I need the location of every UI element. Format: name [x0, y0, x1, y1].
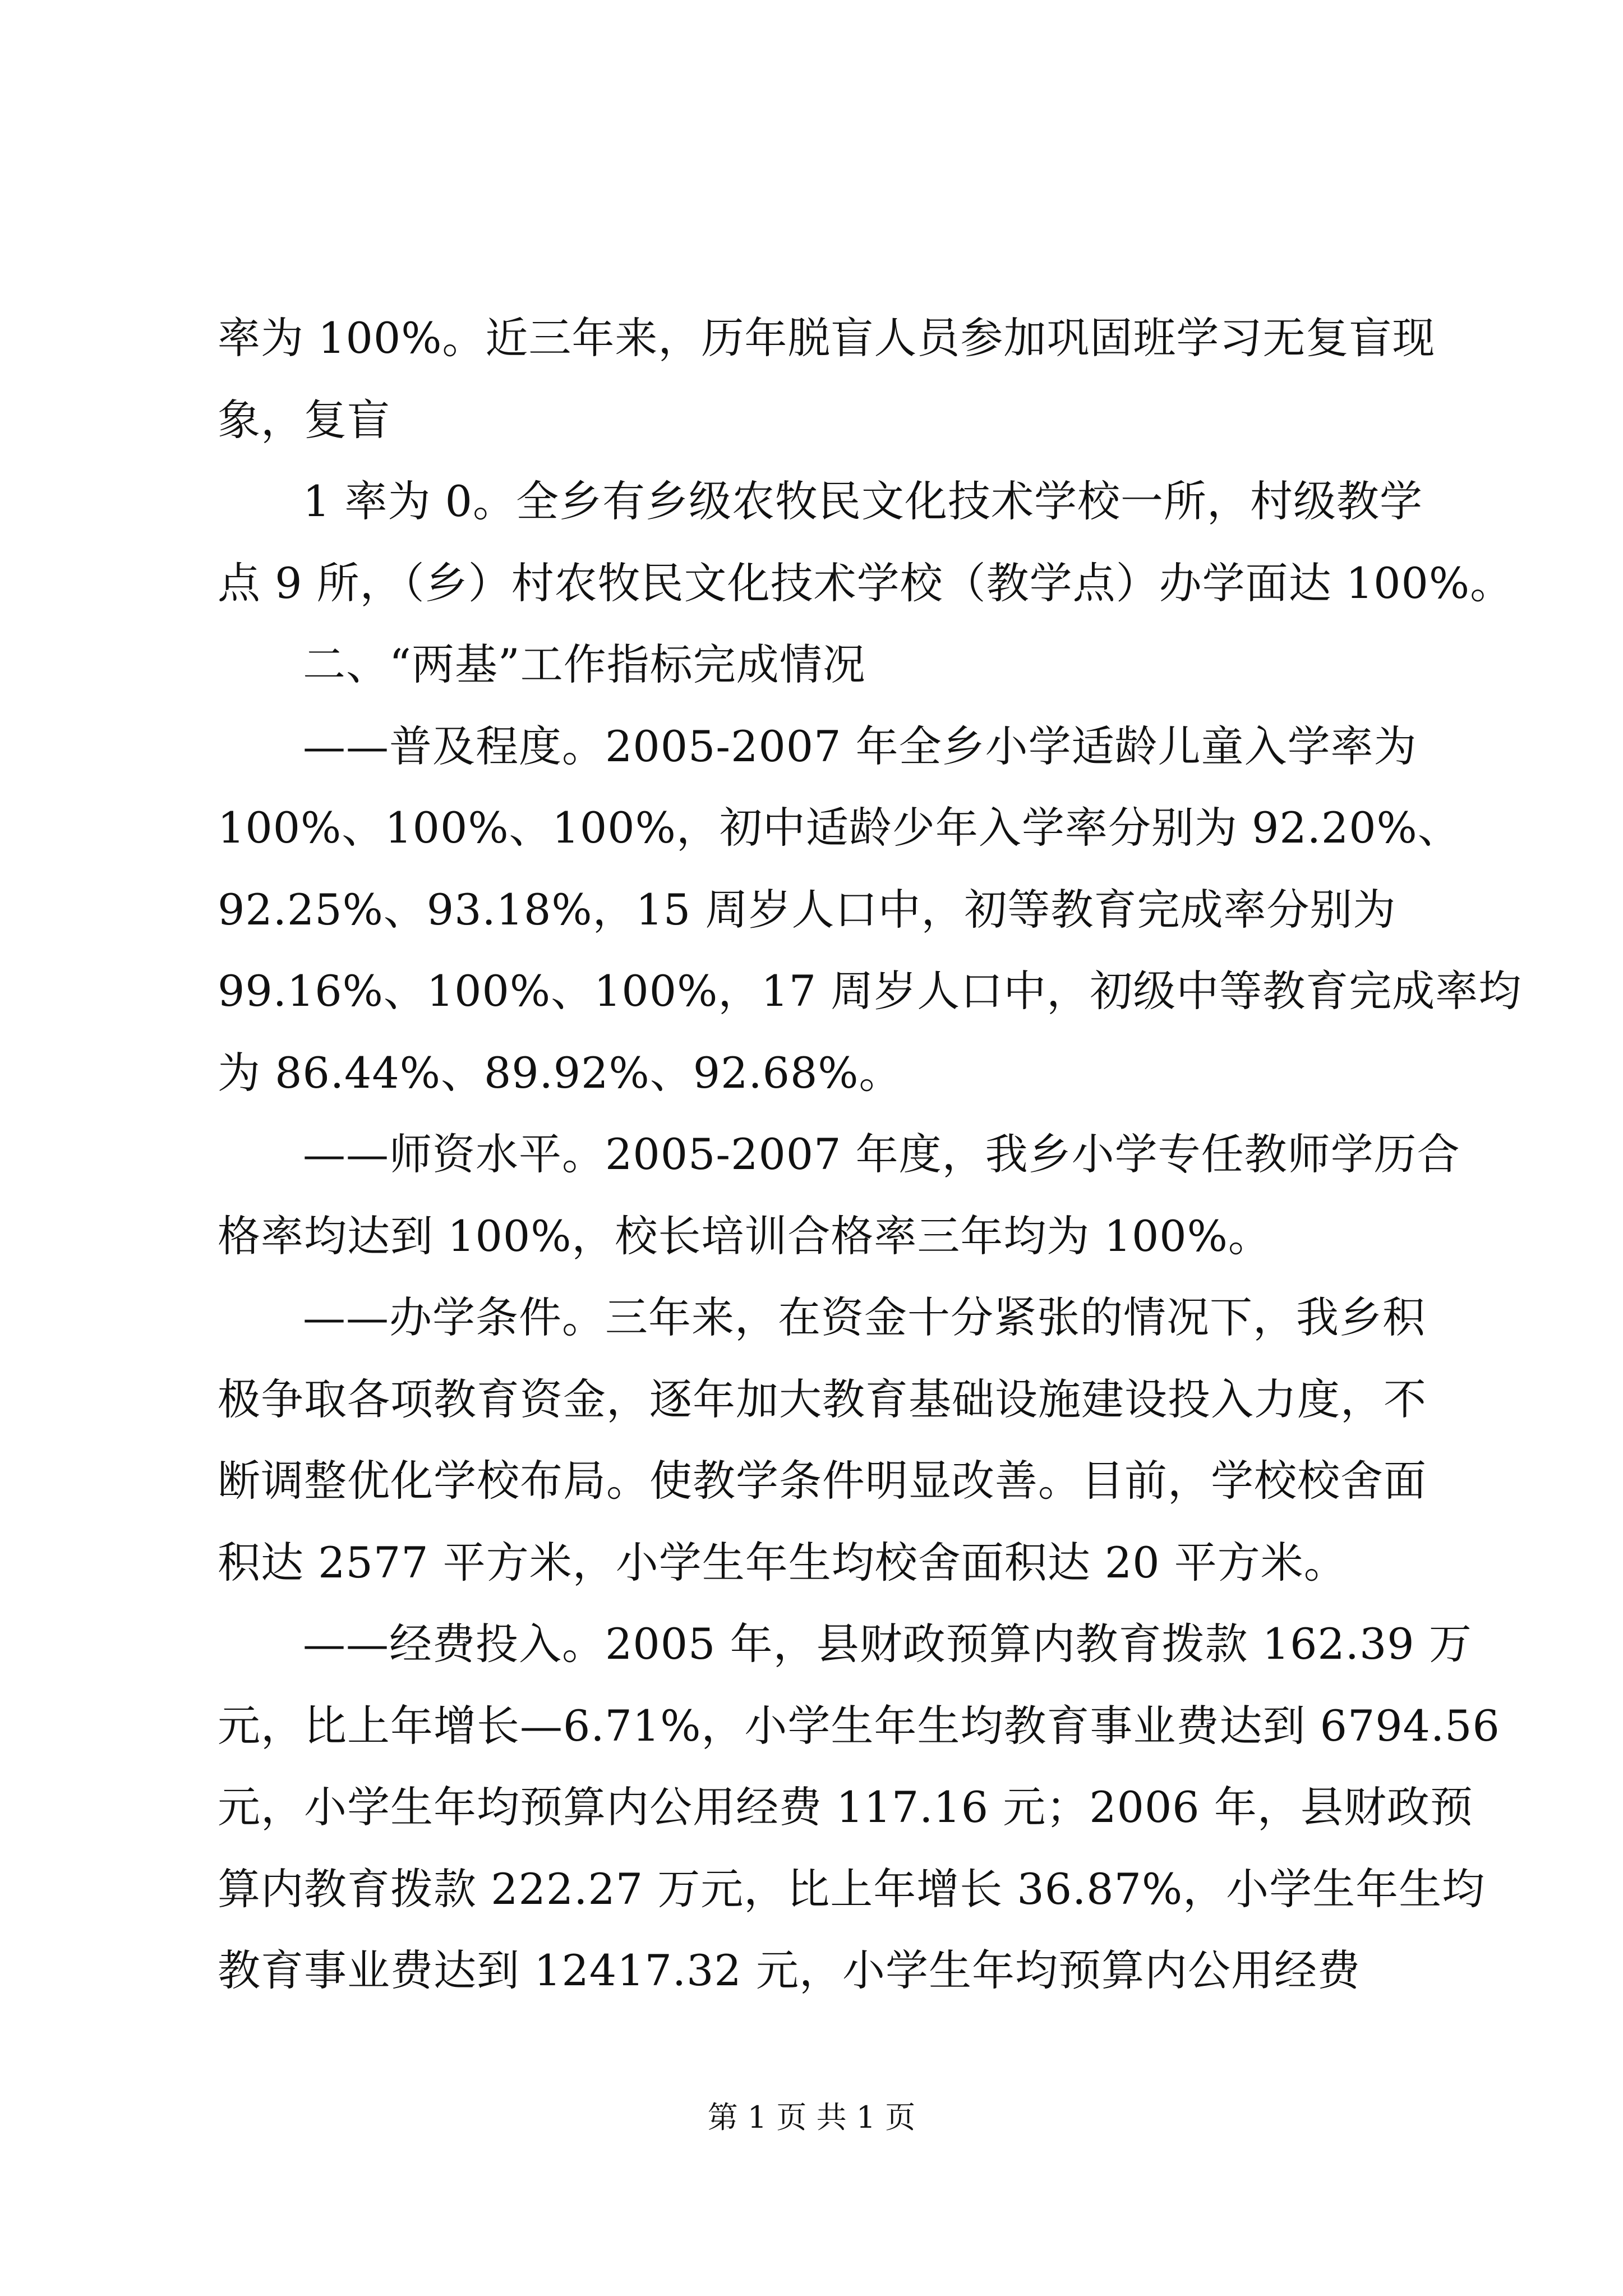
text-line: ——师资水平。2005-2007 年度，我乡小学专任教师学历合: [303, 1129, 1460, 1179]
text-line: 元，小学生年均预算内公用经费 117.16 元；2006 年，县财政预: [218, 1782, 1473, 1832]
text-line: ——经费投入。2005 年，县财政预算内教育拨款 162.39 万: [303, 1619, 1472, 1669]
text-line: 为 86.44%、89.92%、92.68%。: [218, 1047, 902, 1098]
text-line: 1 率为 0。全乡有乡级农牧民文化技术学校一所，村级教学: [303, 476, 1423, 526]
text-line: 教育事业费达到 12417.32 元，小学生年均预算内公用经费: [218, 1945, 1361, 1995]
text-line: 极争取各项教育资金，逐年加大教育基础设施建设投入力度，不: [218, 1374, 1427, 1424]
body-text: [218, 297, 1522, 2012]
text-line: ——办学条件。三年来，在资金十分紧张的情况下，我乡积: [303, 1292, 1426, 1342]
section-heading: 二、“两基”工作指标完成情况: [303, 639, 866, 689]
text-line: 象，复盲: [218, 394, 390, 445]
text-line: ——普及程度。2005-2007 年全乡小学适龄儿童入学率为: [303, 721, 1417, 771]
text-line: 率为 100%。近三年来，历年脱盲人员参加巩固班学习无复盲现: [218, 313, 1436, 363]
text-line: 断调整优化学校布局。使教学条件明显改善。目前，学校校舍面: [218, 1456, 1427, 1506]
text-line: 元，比上年增长—6.71%，小学生年生均教育事业费达到 6794.56: [218, 1700, 1500, 1751]
text-line: 99.16%、100%、100%，17 周岁人口中，初级中等教育完成率均: [218, 966, 1522, 1016]
text-line: 点 9 所，（乡）村农牧民文化技术学校（教学点）办学面达 100%。: [218, 558, 1514, 608]
text-line: 积达 2577 平方米，小学生年生均校舍面积达 20 平方米。: [218, 1537, 1347, 1588]
text-line: 92.25%、93.18%，15 周岁人口中，初等教育完成率分别为: [218, 884, 1396, 935]
page-footer: 第 1 页 共 1 页: [707, 2100, 916, 2135]
text-line: 算内教育拨款 222.27 万元，比上年增长 36.87%，小学生年生均: [218, 1864, 1486, 1914]
text-line: 格率均达到 100%，校长培训合格率三年均为 100%。: [218, 1211, 1271, 1261]
text-line: 100%、100%、100%，初中适龄少年入学率分别为 92.20%、: [218, 803, 1461, 853]
